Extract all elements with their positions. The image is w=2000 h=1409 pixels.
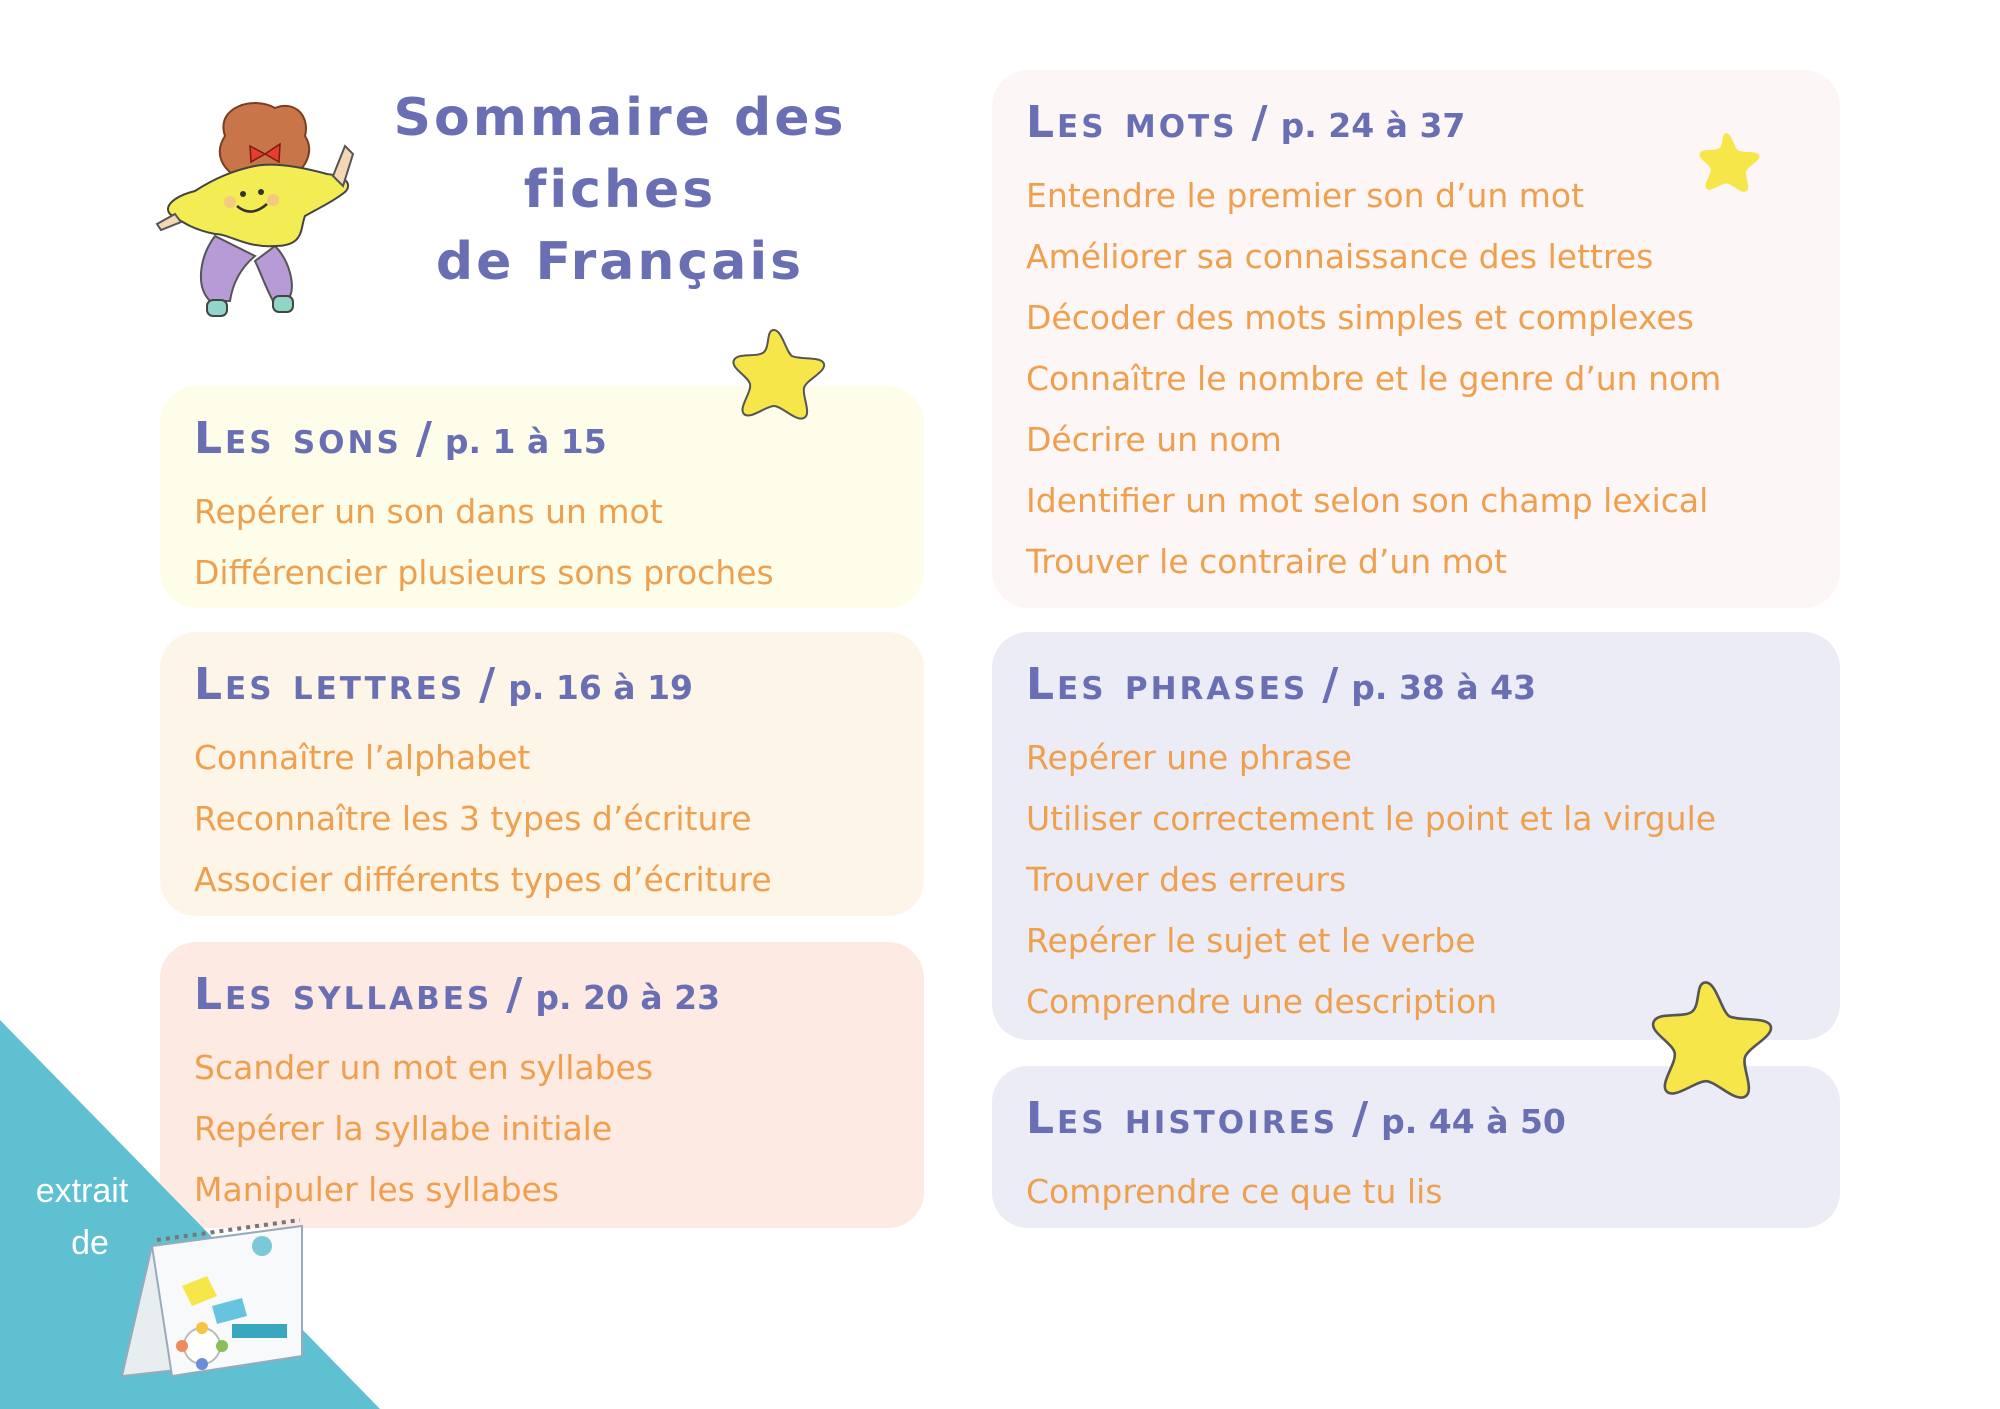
list-item: Différencier plusieurs sons proches <box>194 553 774 592</box>
section-name: Les syllabes <box>194 969 493 1020</box>
section-separator: / <box>1322 659 1342 710</box>
section-name: Les sons <box>194 413 402 464</box>
list-item: Scander un mot en syllabes <box>194 1048 654 1087</box>
section-separator: / <box>1251 97 1271 148</box>
list-item: Repérer la syllabe initiale <box>194 1109 613 1148</box>
star-icon <box>728 322 828 422</box>
list-item: Identifier un mot selon son champ lexical <box>1026 481 1709 520</box>
title-line-2: de Français <box>435 232 805 292</box>
list-item: Entendre le premier son d’un mot <box>1026 176 1585 215</box>
list-item: Repérer le sujet et le verbe <box>1026 921 1476 960</box>
list-item: Connaître le nombre et le genre d’un nom <box>1026 359 1722 398</box>
section-items <box>1026 165 1806 592</box>
calendar-book-icon <box>112 1206 312 1382</box>
list-item: Repérer une phrase <box>1026 738 1352 777</box>
section-separator: / <box>415 413 435 464</box>
section-pages: p. 38 à 43 <box>1351 668 1537 707</box>
section-pages: p. 20 à 23 <box>535 978 721 1017</box>
page-title <box>300 82 940 298</box>
list-item: Trouver des erreurs <box>1026 860 1347 899</box>
corner-label-line-1: extrait <box>35 1172 129 1210</box>
list-item: Trouver le contraire d’un mot <box>1026 542 1507 581</box>
list-item: Associer différents types d’écriture <box>194 860 772 899</box>
corner-label-line-2: de <box>71 1224 109 1262</box>
section-pages: p. 1 à 15 <box>444 422 607 461</box>
title-line-1: Sommaire des fiches <box>393 88 847 220</box>
section-pages: p. 24 à 37 <box>1280 106 1466 145</box>
section-name: Les phrases <box>1026 659 1309 710</box>
list-item: Décoder des mots simples et complexes <box>1026 298 1694 337</box>
list-item: Comprendre ce que tu lis <box>1026 1172 1443 1211</box>
list-item: Reconnaître les 3 types d’écriture <box>194 799 752 838</box>
section-name: Les histoires <box>1026 1093 1339 1144</box>
section-name: Les lettres <box>194 659 466 710</box>
section-heading <box>1026 654 1806 719</box>
section-items <box>194 727 890 910</box>
section-items <box>194 481 890 603</box>
section-separator: / <box>1352 1093 1372 1144</box>
list-item: Améliorer sa connaissance des lettres <box>1026 237 1654 276</box>
section-pages: p. 44 à 50 <box>1381 1102 1566 1141</box>
list-item: Repérer un son dans un mot <box>194 492 663 531</box>
star-icon <box>1646 972 1776 1102</box>
section-items <box>1026 1161 1806 1222</box>
list-item: Manipuler les syllabes <box>194 1170 560 1209</box>
section-heading <box>1026 92 1806 157</box>
list-item: Utiliser correctement le point et la virgule <box>1026 799 1717 838</box>
list-item: Comprendre une description <box>1026 982 1498 1021</box>
section-pages: p. 16 à 19 <box>508 668 693 707</box>
section-separator: / <box>479 659 499 710</box>
star-icon <box>1696 128 1762 194</box>
section-heading <box>194 654 890 719</box>
list-item: Connaître l’alphabet <box>194 738 531 777</box>
section-separator: / <box>506 969 526 1020</box>
section-lettres <box>160 632 924 916</box>
list-item: Décrire un nom <box>1026 420 1282 459</box>
section-name: Les mots <box>1026 97 1238 148</box>
